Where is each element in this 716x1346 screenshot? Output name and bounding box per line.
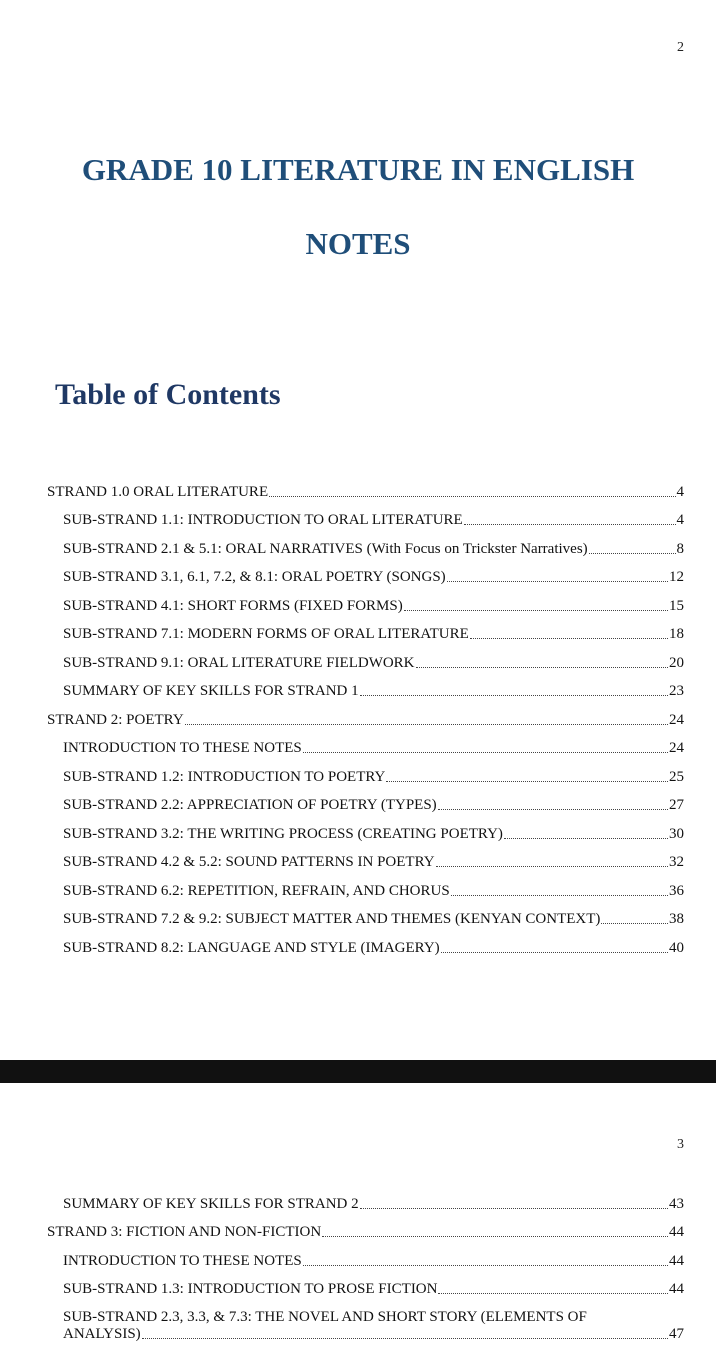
document-title-line-1: GRADE 10 LITERATURE IN ENGLISH <box>81 152 635 187</box>
toc-entry-label: SUMMARY OF KEY SKILLS FOR STRAND 2 <box>63 1195 359 1212</box>
page-number: 3 <box>677 1137 684 1152</box>
toc-entry[interactable] <box>0 900 716 929</box>
toc-entry-label-line-2: ANALYSIS) <box>63 1326 141 1342</box>
toc-entry-page: 44 <box>669 1281 684 1297</box>
dot-leader <box>438 1293 668 1294</box>
toc-entry-label: SUB-STRAND 7.1: MODERN FORMS OF ORAL LITERATURE <box>63 626 469 642</box>
toc-entry-page: 43 <box>669 1195 684 1212</box>
toc-entry[interactable] <box>0 928 716 957</box>
dot-leader <box>464 524 676 525</box>
toc-list <box>0 472 716 957</box>
toc-entry-page: 23 <box>669 683 684 699</box>
toc-entry-label: STRAND 2: POETRY <box>47 711 184 728</box>
toc-entry-page: 36 <box>669 882 684 899</box>
dot-leader <box>451 895 668 896</box>
document-title-line-2: NOTES <box>305 226 411 261</box>
toc-entry-page: 38 <box>669 911 684 927</box>
dot-leader <box>142 1338 668 1339</box>
dot-leader <box>601 923 668 924</box>
page-divider <box>0 1060 716 1083</box>
toc-entry[interactable] <box>0 472 716 501</box>
toc-entry[interactable] <box>0 814 716 843</box>
toc-entry-page: 27 <box>669 797 684 813</box>
toc-entry[interactable] <box>0 1270 716 1299</box>
toc-entry-page: 32 <box>669 854 684 870</box>
toc-entry-page: 44 <box>669 1224 684 1240</box>
toc-entry[interactable] <box>0 786 716 815</box>
toc-entry-page: 24 <box>669 740 684 756</box>
dot-leader <box>303 1265 668 1266</box>
toc-entry-page: 30 <box>669 825 684 842</box>
dot-leader <box>416 667 668 668</box>
toc-entry[interactable] <box>0 871 716 900</box>
toc-entry-page: 4 <box>676 483 684 500</box>
toc-entry[interactable] <box>0 757 716 786</box>
dot-leader <box>436 866 668 867</box>
toc-entry[interactable] <box>0 643 716 672</box>
toc-entry-label: SUB-STRAND 2.1 & 5.1: ORAL NARRATIVES (With Focus on Trickster Narratives) <box>63 540 588 557</box>
dot-leader <box>447 581 668 582</box>
toc-entry[interactable] <box>0 615 716 644</box>
toc-entry-label: SUMMARY OF KEY SKILLS FOR STRAND 1 <box>63 683 359 699</box>
toc-entry-label: SUB-STRAND 1.2: INTRODUCTION TO POETRY <box>63 768 386 785</box>
toc-entry[interactable] <box>0 1298 716 1343</box>
toc-heading: Table of Contents <box>55 378 281 411</box>
toc-entry-page: 15 <box>669 597 684 614</box>
toc-entry-label: SUB-STRAND 6.2: REPETITION, REFRAIN, AND CHORUS <box>63 882 450 899</box>
toc-entry-label: SUB-STRAND 2.2: APPRECIATION OF POETRY (TYPES) <box>63 797 437 813</box>
dot-leader <box>441 952 668 953</box>
dot-leader <box>386 781 668 782</box>
toc-entry[interactable] <box>0 586 716 615</box>
toc-entry-page: 25 <box>669 768 684 785</box>
toc-entry-label: SUB-STRAND 9.1: ORAL LITERATURE FIELDWORK <box>63 654 415 671</box>
dot-leader <box>322 1236 668 1237</box>
toc-entry[interactable] <box>0 558 716 587</box>
toc-entry-page: 20 <box>669 654 684 671</box>
toc-entry[interactable] <box>0 501 716 530</box>
toc-entry-line-2 <box>63 1326 684 1343</box>
toc-list <box>0 1184 716 1343</box>
dot-leader <box>360 1208 668 1209</box>
dot-leader <box>470 638 668 639</box>
toc-entry[interactable] <box>0 1213 716 1242</box>
toc-entry-label: STRAND 1.0 ORAL LITERATURE <box>47 483 269 500</box>
dot-leader <box>438 809 668 810</box>
toc-entry[interactable] <box>0 700 716 729</box>
toc-entry-label: STRAND 3: FICTION AND NON-FICTION <box>47 1224 322 1240</box>
toc-entry-label-line-1: SUB-STRAND 2.3, 3.3, & 7.3: THE NOVEL AND SHORT STORY (ELEMENTS OF <box>63 1309 587 1325</box>
toc-entry-label: SUB-STRAND 3.1, 6.1, 7.2, & 8.1: ORAL POETRY (SONGS) <box>63 569 446 585</box>
toc-entry-label: SUB-STRAND 1.1: INTRODUCTION TO ORAL LITERATURE <box>63 512 463 528</box>
toc-entry-page: 44 <box>669 1252 684 1269</box>
toc-entry-page: 4 <box>676 512 684 528</box>
toc-entry-label: SUB-STRAND 8.2: LANGUAGE AND STYLE (IMAGERY) <box>63 939 440 956</box>
dot-leader <box>269 496 675 497</box>
toc-entry-label: INTRODUCTION TO THESE NOTES <box>63 1252 302 1269</box>
toc-entry-label: SUB-STRAND 1.3: INTRODUCTION TO PROSE FICTION <box>63 1281 438 1297</box>
toc-entry-page: 18 <box>669 626 684 642</box>
dot-leader <box>504 838 668 839</box>
toc-entry[interactable] <box>0 729 716 758</box>
toc-entry[interactable] <box>0 1241 716 1270</box>
dot-leader <box>360 695 668 696</box>
page-number: 2 <box>677 40 684 55</box>
toc-entry-label: SUB-STRAND 4.1: SHORT FORMS (FIXED FORMS) <box>63 597 403 614</box>
toc-entry[interactable] <box>0 843 716 872</box>
toc-entry-label: SUB-STRAND 3.2: THE WRITING PROCESS (CREATING POETRY) <box>63 825 503 842</box>
dot-leader <box>303 752 668 753</box>
toc-entry-page: 24 <box>669 711 684 728</box>
toc-entry-page: 8 <box>676 540 684 557</box>
toc-entry[interactable] <box>0 529 716 558</box>
toc-entry-label: INTRODUCTION TO THESE NOTES <box>63 740 302 756</box>
toc-entry-page: 40 <box>669 939 684 956</box>
dot-leader <box>404 610 668 611</box>
dot-leader <box>589 553 676 554</box>
toc-entry-page: 47 <box>669 1326 684 1342</box>
dot-leader <box>185 724 668 725</box>
toc-entry-page: 12 <box>669 569 684 585</box>
toc-entry[interactable] <box>0 1184 716 1213</box>
toc-entry[interactable] <box>0 672 716 701</box>
toc-entry-label: SUB-STRAND 7.2 & 9.2: SUBJECT MATTER AND THEMES (KENYAN CONTEXT) <box>63 911 601 927</box>
toc-entry-label: SUB-STRAND 4.2 & 5.2: SOUND PATTERNS IN POETRY <box>63 854 435 870</box>
document-page-3 <box>0 1083 716 1346</box>
